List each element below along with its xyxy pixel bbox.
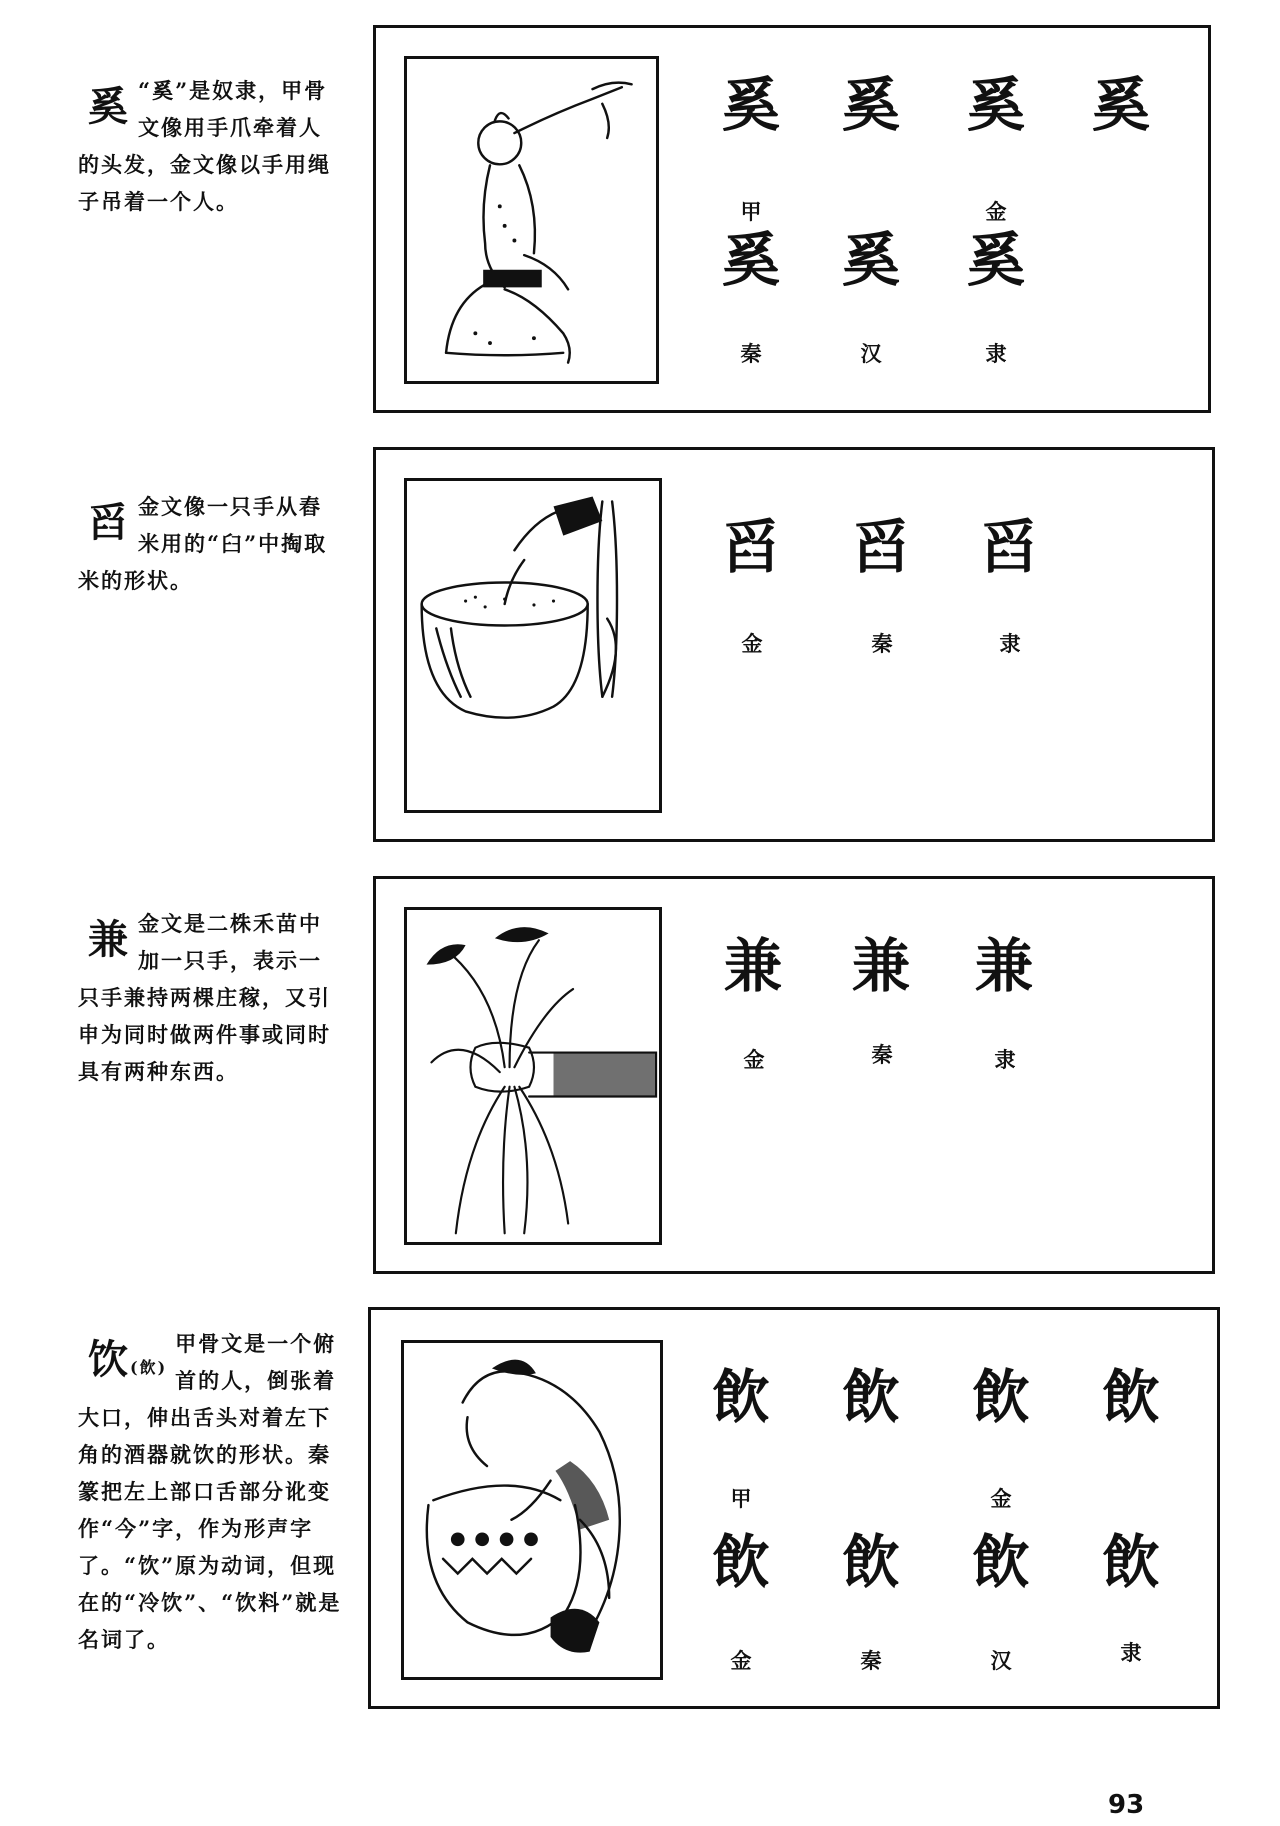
- label-li: 隶: [994, 1047, 1016, 1072]
- entry-panel-yao: [373, 447, 1215, 842]
- glyph-qin: 兼: [851, 932, 910, 1000]
- entry-panel-yin: [368, 1307, 1220, 1709]
- description-text: 金文是二株禾苗中加一只手，表示一只手兼持两棵庄稼，又引申为同时做两件事或同时具有两种东西。: [78, 911, 331, 1084]
- kneeling-bound-slave-drawing-icon: [404, 56, 659, 384]
- label-jin: 金: [741, 631, 763, 656]
- illustration-svg: [407, 481, 659, 810]
- label-li: 隶: [1120, 1640, 1142, 1665]
- label-jin: 金: [985, 199, 1007, 224]
- man-drinking-from-jar-drawing-icon: [401, 1340, 663, 1680]
- entry-description-xi: [78, 72, 343, 220]
- head-character: 兼: [88, 916, 130, 963]
- label-han: 汉: [990, 1648, 1012, 1673]
- glyph-jin-1: 奚: [966, 71, 1025, 139]
- entry-description-yao: [78, 488, 343, 599]
- description-text: “奚”是奴隶，甲骨文像用手爪牵着人的头发，金文像以手用绳子吊着一个人。: [78, 78, 331, 214]
- entry-panel-xi: [373, 25, 1211, 413]
- page-number: 93: [1108, 1790, 1145, 1820]
- glyph-jin-3: 飲: [1101, 1363, 1160, 1431]
- label-han: 汉: [860, 341, 882, 366]
- illustration-svg: [407, 910, 659, 1242]
- glyph-han: 飲: [971, 1528, 1030, 1596]
- glyph-jin-2: 飲: [971, 1363, 1030, 1431]
- glyph-jin: 兼: [723, 932, 782, 1000]
- description-text: 甲骨文是一个俯首的人，倒张着大口，伸出舌头对着左下角的酒器就饮的形状。秦篆把左上部口舌部分讹变作“今”字，作为形声字了。“饮”原为动词，但现在的“冷饮”、“饮料”就是名词了。: [78, 1331, 342, 1652]
- glyph-jia-2: 奚: [841, 71, 900, 139]
- head-character-simplified: 饮: [88, 1336, 130, 1383]
- glyph-han: 奚: [841, 226, 900, 294]
- glyph-qin: 奚: [721, 226, 780, 294]
- label-jin: 金: [743, 1047, 765, 1072]
- head-character: [88, 1337, 167, 1391]
- glyph-li: 飲: [1101, 1528, 1160, 1596]
- label-jin-2: 金: [730, 1648, 752, 1673]
- label-li: 隶: [985, 341, 1007, 366]
- glyph-jin: 舀: [721, 513, 780, 581]
- description-text: 金文像一只手从舂米用的“臼”中掏取米的形状。: [78, 494, 328, 593]
- label-qin: 秦: [871, 631, 893, 656]
- label-qin: 秦: [860, 1648, 882, 1673]
- entry-panel-jian: [373, 876, 1215, 1274]
- glyph-jia-1: 奚: [721, 71, 780, 139]
- glyph-li: 舀: [979, 513, 1038, 581]
- head-character-traditional: (飲): [130, 1358, 168, 1377]
- glyph-jia: 飲: [711, 1363, 770, 1431]
- label-qin: 秦: [871, 1042, 893, 1067]
- illustration-svg: [407, 59, 656, 381]
- label-li: 隶: [999, 631, 1021, 656]
- glyph-jin-1: 飲: [841, 1363, 900, 1431]
- entry-description-yin: [78, 1325, 343, 1658]
- label-jia: 甲: [730, 1486, 752, 1511]
- entry-description-jian: [78, 905, 343, 1090]
- glyph-li: 兼: [974, 932, 1033, 1000]
- glyph-qin: 舀: [851, 513, 910, 581]
- illustration-svg: [404, 1343, 660, 1677]
- glyph-qin: 飲: [841, 1528, 900, 1596]
- label-jia: 甲: [740, 199, 762, 224]
- hand-scooping-rice-from-mortar-drawing-icon: [404, 478, 662, 813]
- label-qin: 秦: [740, 341, 762, 366]
- hand-holding-two-grain-stalks-drawing-icon: [404, 907, 662, 1245]
- glyph-jin-4: 飲: [711, 1528, 770, 1596]
- head-character: 奚: [88, 83, 130, 130]
- glyph-jin-2: 奚: [1091, 71, 1150, 139]
- head-character: 舀: [88, 499, 130, 546]
- label-jin: 金: [990, 1486, 1012, 1511]
- glyph-li: 奚: [966, 226, 1025, 294]
